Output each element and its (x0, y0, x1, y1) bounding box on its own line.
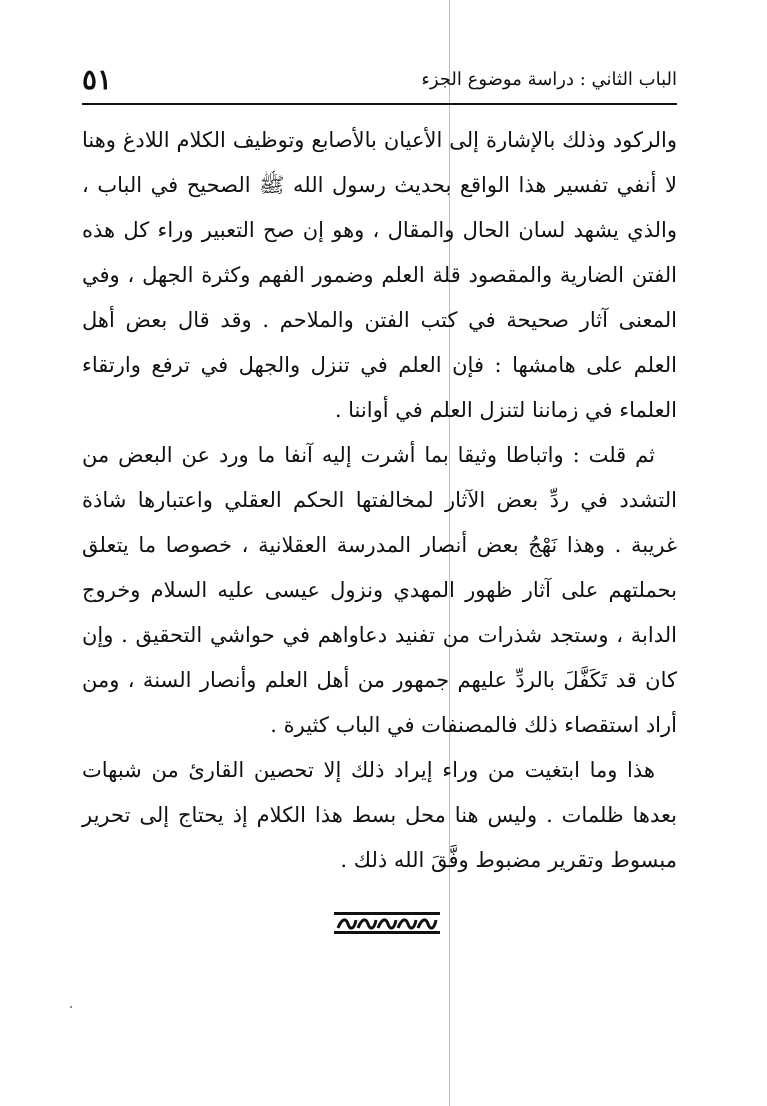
body-text (82, 118, 677, 883)
header-rule (82, 103, 677, 105)
paragraph: والركود وذلك بالإشارة إلى الأعيان بالأصابع وتوظيف الكلام اللادغ وهنا لا أنفي تفسير هذا الواقع بحديث رسول الله ﷺ الصحيح في الباب ، والذي يشهد لسان الحال والمقال ، وهو إن صح التعبير وراء كل هذه الفتن الضارية والمقصود قلة العلم وضمور الفهم وكثرة الجهل ، وفي المعنى آثار صحيحة في كتب الفتن والملاحم . وقد قال بعض أهل العلم على هامشها : فإن العلم في تنزل والجهل في ترفع وارتقاء العلماء في زماننا لتنزل العلم في أواننا . (82, 128, 677, 422)
running-head: الباب الثاني : دراسة موضوع الجزء (421, 69, 677, 90)
paragraph: هذا وما ابتغيت من وراء إيراد ذلك إلا تحصين القارئ من شبهات بعدها ظلمات . وليس هنا محل بسط هذا الكلام إذ يحتاج إلى تحرير مبسوط وتقرير مضبوط وفَّقَ الله ذلك . (82, 758, 677, 872)
page-number: ٥١ (82, 63, 113, 96)
paragraph: ثم قلت : واتباطا وثيقا بما أشرت إليه آنفا ما ورد عن البعض من التشدد في ردِّ بعض الآثار لمخالفتها الحكم العقلي واعتبارها شاذة غريبة . وهذا نَهْجُ بعض أنصار المدرسة العقلانية ، خصوصا ما يتعلق بحملتهم على آثار ظهور المهدي ونزول عيسى عليه السلام وخروج الدابة ، وستجد شذرات من تفنيد دعاواهم في حواشي التحقيق . وإن كان قد تَكَفَّلَ بالردِّ عليهم جمهور من أهل العلم وأنصار السنة ، ومن أراد استقصاء ذلك فالمصنفات في الباب كثيرة . (82, 443, 677, 737)
decorative-ornament-icon (334, 912, 440, 934)
page-header (82, 60, 677, 100)
margin-speck (70, 1006, 72, 1008)
